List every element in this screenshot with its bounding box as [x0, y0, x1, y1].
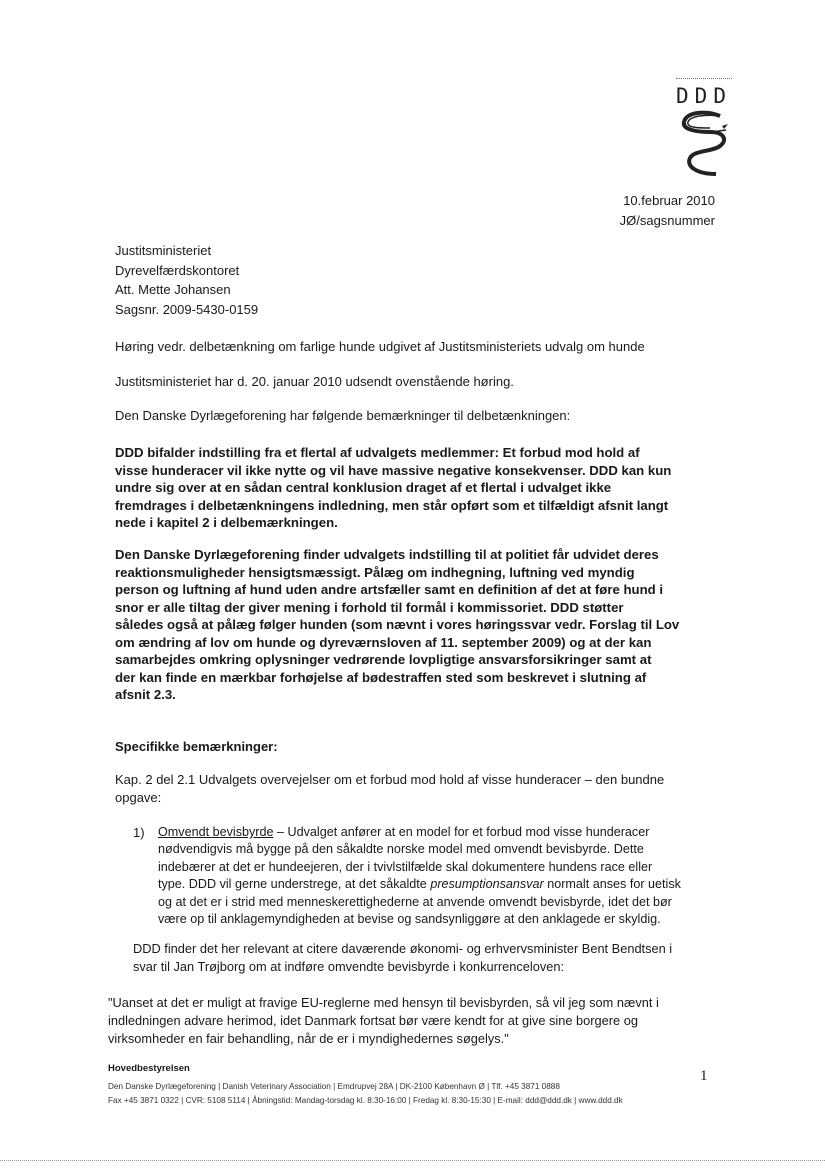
subject-line: Høring vedr. delbetænkning om farlige hunde udgivet af Justitsministeriets udvalg om hunde [115, 339, 645, 354]
footer-title: Hovedbestyrelsen [108, 1063, 190, 1074]
text-line: "Uanset at det er muligt at fravige EU-reglerne med hensyn til bevisbyrden, så vil jeg som nævnt i [108, 995, 659, 1010]
text-line: Den Danske Dyrlægeforening finder udvalgets indstilling til at politiet får udvidet deres [115, 547, 659, 562]
text-line: være op til anklagemyndigheden at bevise og sandsynliggøre at den anklagede er skyldig. [158, 912, 661, 927]
text-line: indebærer at det er hundeejeren, der i tvivlstilfælde skal dokumentere hundens race eller [158, 859, 653, 874]
text-line: visse hunderacer vil ikke nytte og vil have massive negative konsekvenser. DDD kan kun [115, 462, 672, 478]
text-line: DDD bifalder indstilling fra et flertal af udvalgets medlemmer: Et forbud mod hold af [115, 445, 640, 460]
letter-reference: JØ/sagsnummer [619, 213, 715, 228]
text-line: reaktionsmuligheder hensigtsmæssigt. Pålæg om indhegning, luftning ved myndig [115, 564, 635, 580]
remarks-intro: Den Danske Dyrlægeforening har følgende bemærkninger til delbetænkningen: [115, 408, 571, 423]
ddd-logo [668, 74, 740, 182]
text-line: samarbejdes omkring oplysninger vedrørende lovpligtige ansvarsforsikringer samt at [115, 652, 652, 667]
item-omvendt-bevisbyrde [158, 824, 718, 928]
logo-rule [676, 78, 732, 79]
text-fragment: type. DDD vil gerne understrege, at det såkaldte [158, 877, 431, 892]
text-line: svar til Jan Trøjborg om at indføre omvendte bevisbyrde i konkurrenceloven: [133, 959, 565, 974]
text-line: om ændring af lov om hunde og dyreværnsloven af 11. september 2009) og at der kan [115, 634, 652, 650]
address-line: Att. Mette Johansen [115, 282, 231, 297]
letter-date: 10.februar 2010 [623, 193, 715, 208]
chapter-reference [115, 771, 735, 807]
text-line: snor er alle tiltag der giver mening i forhold til formål i kommissoriet. DDD støtter [115, 599, 624, 615]
item-title: Omvendt bevisbyrde [158, 825, 274, 839]
page-edge [0, 1160, 825, 1161]
ddd-citation-intro [133, 940, 733, 976]
recipient-address [115, 241, 258, 319]
quote-block [108, 994, 728, 1048]
text-line: således også at pålæg følger hunden (som nævnt i vores høringssvar vedr. Forslag til Lov [115, 617, 680, 632]
serpent-icon [676, 108, 732, 178]
text-fragment: normalt anses for uetisk [543, 877, 681, 892]
text-line: og at det er i strid med menneskerettighederne at anvende omvendt bevisbyrde, idet det bør [158, 894, 672, 909]
specific-heading: Specifikke bemærkninger: [115, 739, 278, 754]
item-number: 1) [133, 825, 145, 840]
address-line: Dyrevelfærdskontoret [115, 262, 240, 278]
bold-paragraph-1 [115, 444, 715, 532]
logo-text: DDD [676, 84, 732, 108]
page-number: 1 [700, 1068, 708, 1084]
date-block [620, 191, 715, 231]
text-line: afsnit 2.3. [115, 687, 176, 702]
text-line: Kap. 2 del 2.1 Udvalgets overvejelser om et forbud mod hold af visse hunderacer – den bundne [115, 772, 665, 787]
bold-paragraph-2 [115, 546, 715, 704]
text-line: nødvendigvis må bygge på den såkaldte norske model med omvendt bevisbyrde. Dette [158, 842, 644, 857]
intro-paragraph: Justitsministeriet har d. 20. januar 2010 udsendt ovenstående høring. [115, 374, 514, 389]
text-line: DDD finder det her relevant at citere daværende økonomi- og erhvervsminister Bent Bendtsen i [133, 941, 673, 956]
text-line: der kan finde en mærkbar forhøjelse af bødestraffen sted som beskrevet i slutning af [115, 669, 647, 685]
text-line: fremdrages i delbetænkningens indledning, men står opført som et tilfældigt afsnit langt [115, 497, 669, 513]
italic-term: presumptionsansvar [430, 877, 544, 892]
text-fragment: – Udvalget anfører at en model for et forbud mod visse hunderacer [273, 825, 650, 839]
address-line: Sagsnr. 2009-5430-0159 [115, 301, 259, 317]
text-line: virksomheder en fair behandling, når de er i myndighedernes søgelys." [108, 1031, 509, 1046]
text-line: indledningen advare herimod, idet Danmark fortsat bør være kendt for at give sine borgere og [108, 1013, 638, 1028]
text-line: nede i kapitel 2 i delbemærkningen. [115, 515, 338, 530]
text-line: person og luftning af hund uden andre artsfæller samt en definition af det at føre hund i [115, 582, 664, 597]
address-line: Justitsministeriet [115, 243, 212, 258]
text-line [158, 876, 718, 893]
text-line: opgave: [115, 790, 162, 805]
text-line [158, 824, 718, 841]
text-line: undre sig over at en sådan central konklusion draget af et flertal i udvalget ikke [115, 480, 612, 495]
footer-contact-line: Den Danske Dyrlægeforening | Danish Veterinary Association | Emdrupvej 28A | DK-2100 København Ø | Tlf. +45 3871 0888 [108, 1082, 560, 1091]
footer-hours-line: Fax +45 3871 0322 | CVR: 5108 5114 | Åbningstid: Mandag-torsdag kl. 8:30-16:00 | Fredag kl. 8:30-15:30 | E-mail: ddd@ddd.dk | www.ddd.dk [108, 1096, 623, 1105]
